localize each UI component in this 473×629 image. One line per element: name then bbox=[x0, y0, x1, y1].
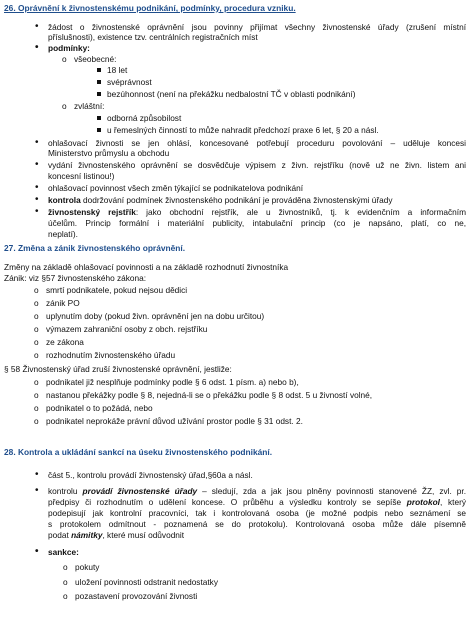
text: : jako obchodní rejstřík, ale u živnostníků, tj. k evidenčním a informačním bbox=[135, 207, 466, 217]
list-item-cont: podepisují jak kontrolní pracovníci, tak i kontrolovaná osoba (je možné podpis nebo seznámení se bbox=[48, 508, 466, 518]
list-item-cont bbox=[48, 497, 466, 507]
text: – sledují, zda a jak jsou plněny povinnosti stanovené ŽZ, zvl. pr. bbox=[197, 486, 467, 496]
list-item: svéprávnost bbox=[107, 77, 152, 87]
list-item: • žádost o živnostenské oprávnění jsou povinny přijímat všechny živnostenské úřady (zrušení místní bbox=[48, 22, 466, 32]
paragraph: Zánik: viz §57 živnostenského zákona: bbox=[4, 273, 147, 283]
list-item-cont: účelům. Princip formální i materiální publicity, intabulační princip (co je napsáno, platí, co ne, bbox=[48, 218, 466, 228]
list-item: o pozastavení provozování živnosti bbox=[75, 591, 197, 601]
list-item: o zvláštní: bbox=[74, 101, 104, 111]
list-item: o pokuty bbox=[75, 562, 99, 572]
list-item: • ohlašovací živnosti se jen ohlásí, koncesované potřebují proceduru povolování – uděluje koncesi bbox=[48, 138, 466, 148]
list-item: o podnikatel již nesplňuje podmínky podle § 6 odst. 1 písm. a) nebo b), bbox=[46, 377, 299, 387]
text: , které musí odůvodnit bbox=[102, 530, 185, 540]
list-item: 18 let bbox=[107, 65, 128, 75]
list-item: o nastanou překážky podle § 8, nejedná-li se o překážku podle § 8 odst. 5 u živností volné, bbox=[46, 390, 372, 400]
list-item bbox=[48, 195, 393, 205]
list-item: u řemeslných činností to může nahradit předchozí praxe 6 let, § 20 a násl. bbox=[107, 125, 379, 135]
list-item: o ze zákona bbox=[46, 337, 84, 347]
list-item-cont: Ministerstvo průmyslu a obchodu bbox=[48, 148, 170, 158]
list-item-cont: s protokolem odmítnout - poznamená se do protokolu). Kontrolovaná osoba může dále písemně bbox=[48, 519, 466, 529]
list-item: o uplynutím doby (pokud živn. oprávnění jen na dobu určitou) bbox=[46, 311, 264, 321]
bold-term: kontrola bbox=[48, 195, 81, 205]
text: , který bbox=[440, 497, 466, 507]
emphasis: provádí živnostenské úřady bbox=[82, 486, 198, 496]
list-item: • část 5., kontrolu provádí živnostenský úřad,§60a a násl. bbox=[48, 470, 253, 480]
list-item-cont: příslušnosti), existence tzv. centrálních registračních míst bbox=[48, 32, 258, 42]
list-item bbox=[48, 486, 466, 496]
list-item-cont: neplatí). bbox=[48, 229, 78, 239]
list-item: o výmazem zahraniční osoby z obch. rejstříku bbox=[46, 324, 207, 334]
emphasis: námitky bbox=[71, 530, 103, 540]
heading-27: 27. Změna a zánik živnostenského oprávnění. bbox=[4, 243, 186, 253]
list-item: odborná způsobilost bbox=[107, 113, 182, 123]
list-item: o zánik PO bbox=[46, 298, 80, 308]
list-item-cont bbox=[48, 530, 184, 540]
heading-28: 28. Kontrola a ukládání sankcí na úseku živnostenského podnikání. bbox=[4, 447, 273, 457]
list-item: o všeobecné: bbox=[74, 54, 116, 64]
list-item-cont: koncesní listinou!) bbox=[48, 171, 115, 181]
list-item: • vydání živnostenského oprávnění se dosvědčuje výpisem z živn. rejstříku (nově už ne živn. listem ani bbox=[48, 160, 466, 170]
list-item: • sankce: bbox=[48, 547, 79, 557]
text: podat bbox=[48, 530, 72, 540]
list-item: o uložení povinnosti odstranit nedostatky bbox=[75, 577, 218, 587]
list-item bbox=[48, 207, 466, 217]
paragraph: Změny na základě ohlašovací povinnosti a na základě rozhodnutí živnostníka bbox=[4, 262, 289, 272]
list-item: o podnikatel o to požádá, nebo bbox=[46, 403, 153, 413]
text: dodržování podmínek živnostenského podnikání je prováděna živnostenskými úřady bbox=[80, 195, 393, 205]
bold-term: živnostenský rejstřík bbox=[48, 207, 136, 217]
list-item: o rozhodnutím živnostenského úřadu bbox=[46, 350, 175, 360]
list-item: • ohlašovací povinnost všech změn týkající se podnikatelova podnikání bbox=[48, 183, 303, 193]
heading-26: 26. Oprávnění k živnostenskému podnikání, podmínky, procedura vzniku. bbox=[4, 3, 296, 13]
list-item: o podnikatel neprokáže právní důvod užívání prostor podle § 31 odst. 2. bbox=[46, 416, 303, 426]
list-item: bezúhonnost (není na překážku nedbalostní TČ v oblasti podnikání) bbox=[107, 89, 356, 99]
text: kontrolu bbox=[48, 486, 83, 496]
paragraph: § 58 Živnostenský úřad zruší živnostenské oprávnění, jestliže: bbox=[4, 364, 232, 374]
text: předpisy či rozhodnutím o udělení koncese. O průběhu a výsledku kontroly se sepíše bbox=[48, 497, 402, 507]
emphasis: protokol bbox=[401, 497, 440, 507]
list-item: o smrtí podnikatele, pokud nejsou dědici bbox=[46, 285, 187, 295]
list-item: • podmínky: bbox=[48, 43, 90, 53]
